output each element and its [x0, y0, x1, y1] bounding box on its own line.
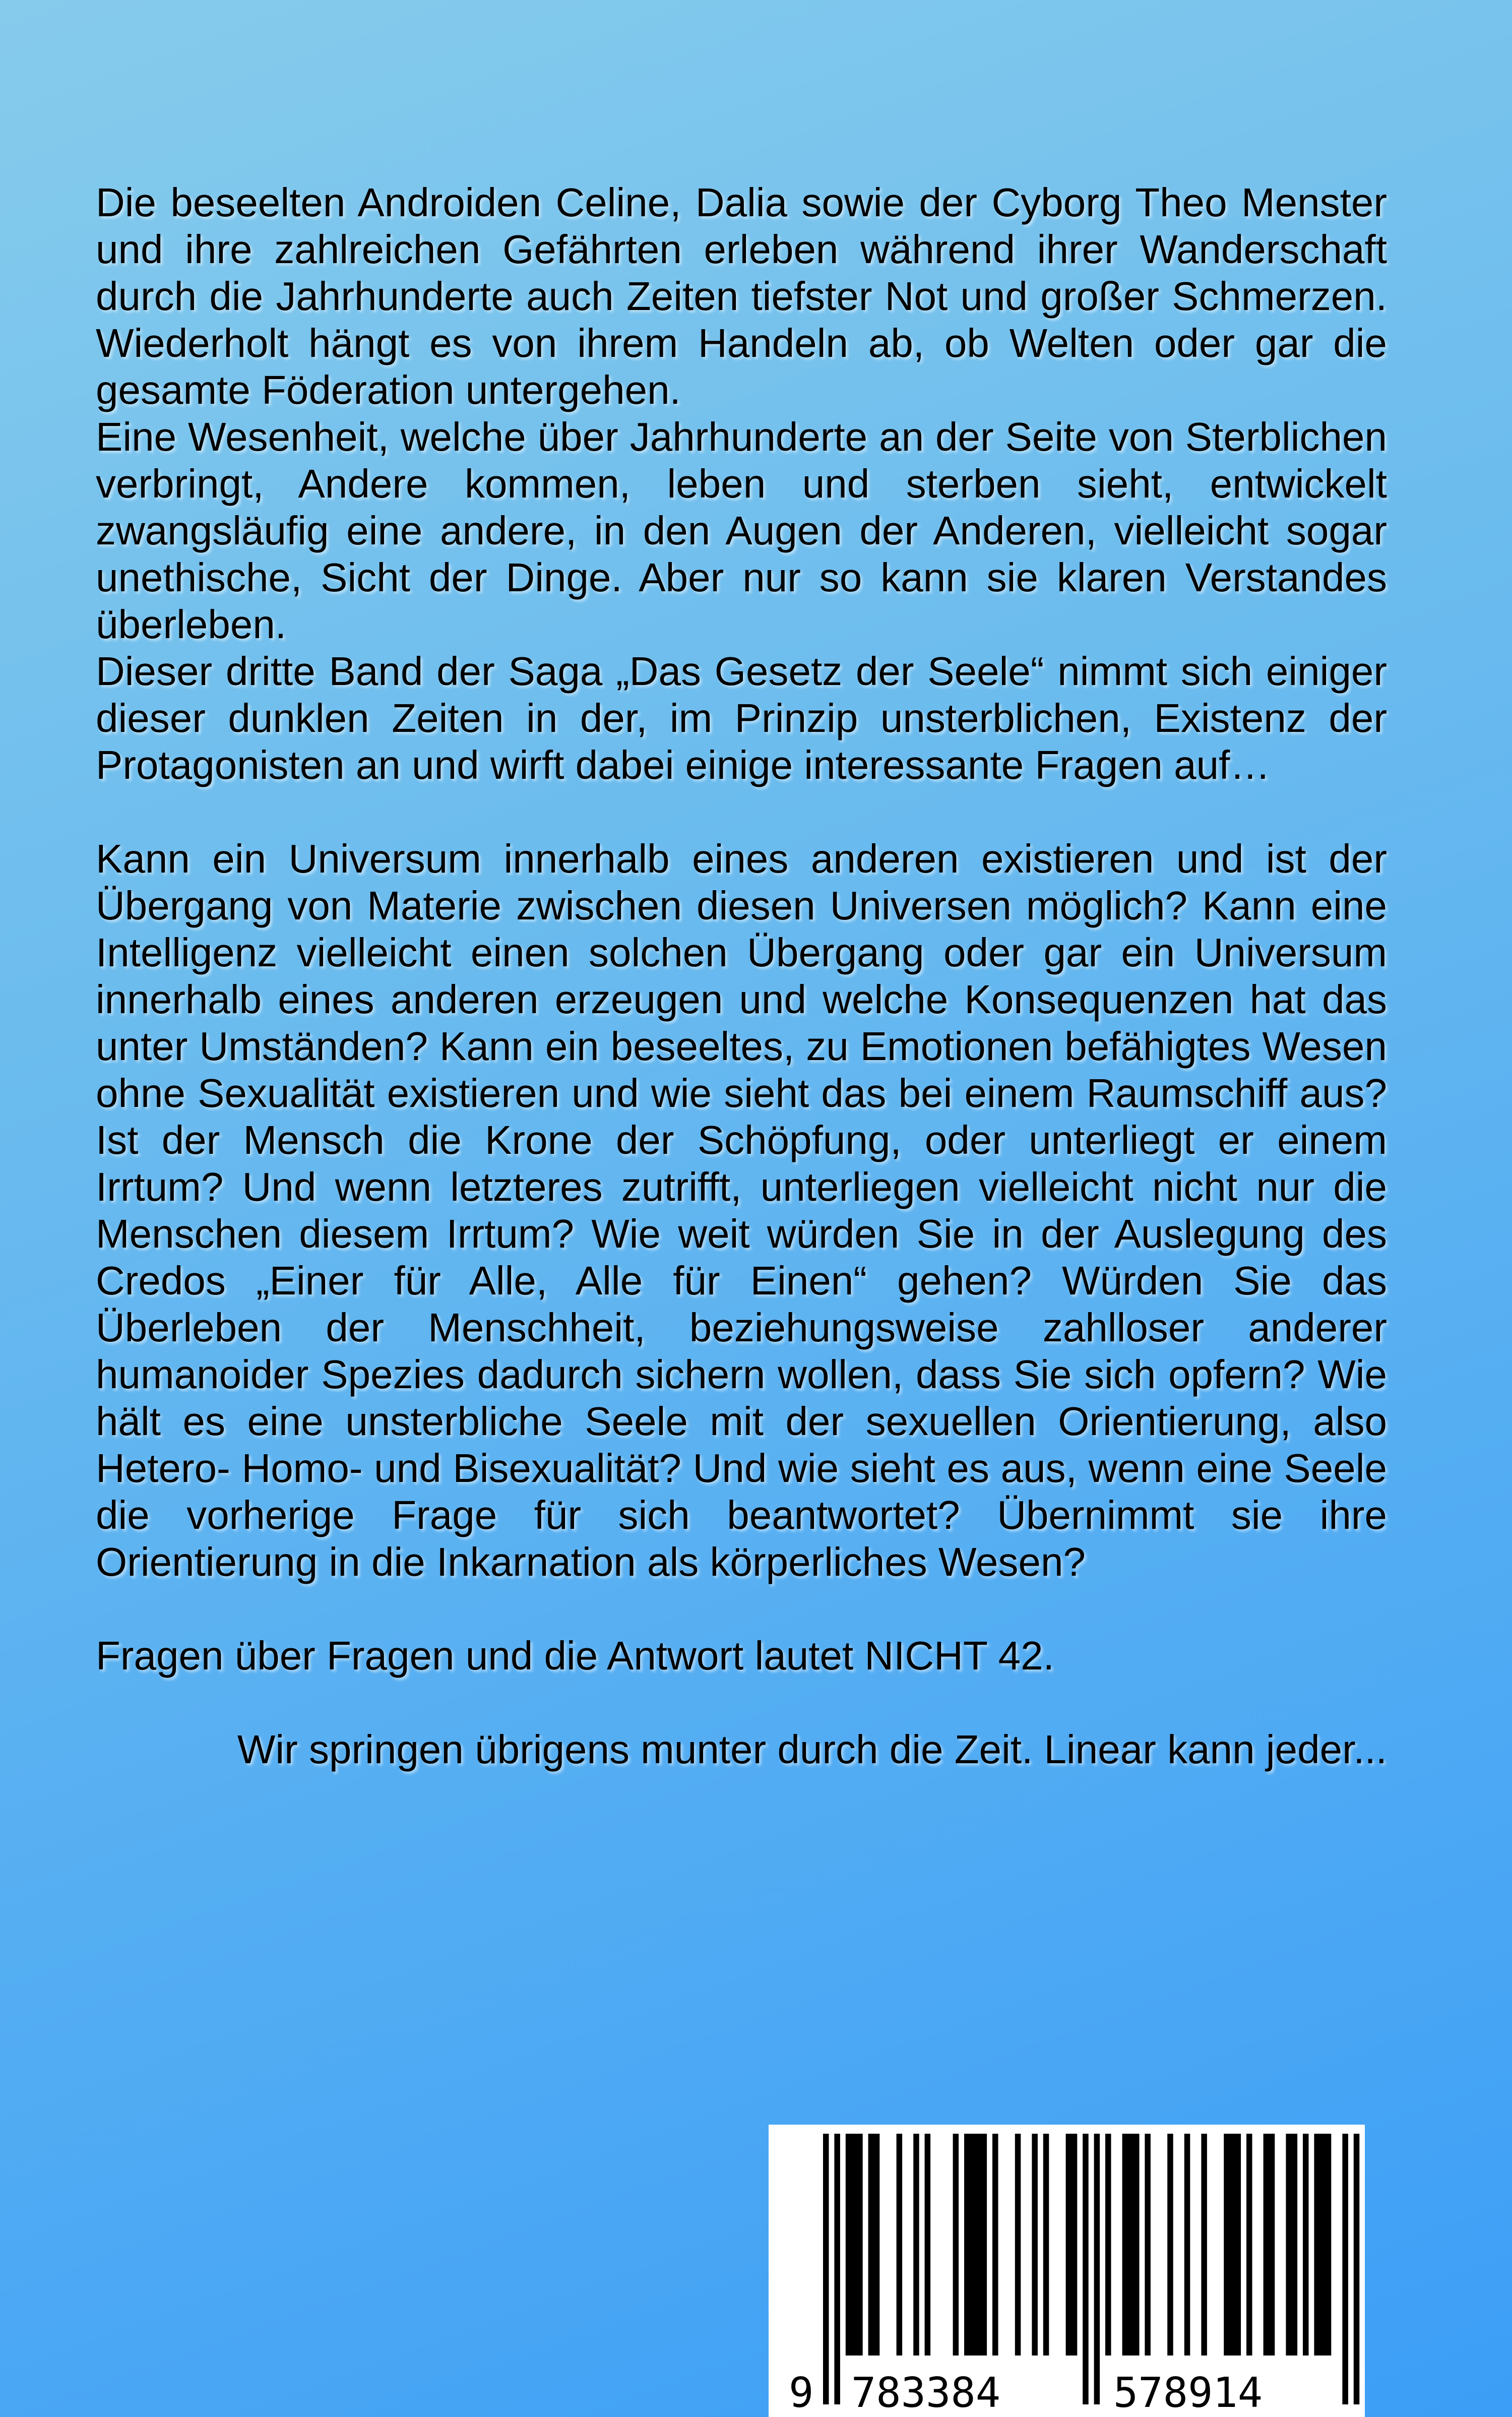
barcode-bar: [1122, 2134, 1128, 2356]
barcode-bar: [1292, 2134, 1298, 2356]
barcode-digit-first: 9: [789, 2369, 814, 2417]
barcode-bar: [975, 2134, 981, 2356]
barcode-bar: [925, 2134, 931, 2356]
barcode-digits-right: 578914: [1113, 2369, 1263, 2417]
barcode-bar: [1015, 2134, 1021, 2356]
barcode-bar: [1264, 2134, 1270, 2356]
paragraph-answer: Fragen über Fragen und die Antwort lautet NICHT 42.: [96, 1633, 1054, 1678]
barcode-bar: [1269, 2134, 1275, 2356]
barcode-bar: [992, 2134, 998, 2356]
barcode-bar: [857, 2134, 863, 2356]
barcode-bar: [964, 2134, 970, 2356]
barcode-bar: [874, 2134, 880, 2356]
barcode-bar: [970, 2134, 976, 2356]
barcode-bar: [1043, 2134, 1049, 2356]
barcode-bar: [1094, 2134, 1100, 2404]
barcode-bar: [1235, 2134, 1241, 2356]
paragraph-questions: Kann ein Universum innerhalb eines anderen existieren und ist der Übergang von Materie zwischen diesen Universen möglich? Kann eine Intelligenz vielleicht einen solchen Übergang oder gar ein Universum innerhalb eines anderen erzeugen und welche Konsequenzen hat das unter Umständen? Kann ein beseeltes, zu Emotionen befähigtes Wesen ohne Sexualität existieren und wie sieht das bei einem Raumschiff aus? Ist der Mensch die Krone der Schöpfung, oder unterliegt er einem Irrtum? Und wenn letzteres zutrifft, unterliegen vielleicht nicht nur die Menschen diesem Irrtum? Wie weit würden Sie in der Auslegung des Credos „Einer für Alle, Alle für Einen“ gehen? Würden Sie das Überleben der Menschheit, beziehungsweise zahlloser anderer humanoider Spezies dadurch sichern wollen, dass Sie sich opfern? Wie hält es eine unsterbliche Seele mit der sexuellen Orientierung, also Hetero- Homo- und Bisexualität? Und wie sieht es aus, wenn eine Seele die vorherige Frage für sich beantwortet? Übernimmt sie ihre Orientierung in die Inkarnation als körperliches Wesen?: [96, 836, 1387, 1584]
barcode-bar: [1032, 2134, 1037, 2356]
barcode-bar: [1167, 2134, 1173, 2356]
barcode-bar: [1224, 2134, 1230, 2356]
barcode-bar: [823, 2134, 829, 2404]
barcode-bar: [1246, 2134, 1252, 2356]
barcode-bar: [897, 2134, 903, 2356]
barcode-bar: [1320, 2134, 1326, 2356]
barcode-bar: [1303, 2134, 1309, 2356]
barcode-bar: [953, 2134, 959, 2356]
barcode-bar: [1354, 2134, 1360, 2404]
barcode-bar: [1342, 2134, 1348, 2404]
barcode-bar: [981, 2134, 987, 2356]
barcode-bar: [1105, 2134, 1111, 2356]
barcode-bar: [1184, 2134, 1190, 2356]
barcode-digits-left: 783384: [851, 2369, 1001, 2417]
barcode-bar: [834, 2134, 840, 2404]
barcode-bar: [1145, 2134, 1151, 2356]
barcode-bar: [1326, 2134, 1332, 2356]
barcode-bar: [913, 2134, 919, 2356]
blurb-text: [96, 179, 1387, 1773]
barcode-bar: [1083, 2134, 1089, 2404]
closing-line: Wir springen übrigens munter durch die Zeit. Linear kann jeder...: [237, 1727, 1387, 1772]
barcode-bar: [1286, 2134, 1292, 2356]
barcode-bar: [1133, 2134, 1140, 2356]
barcode-bar: [868, 2134, 874, 2356]
barcode-bar: [1072, 2134, 1078, 2356]
barcode-bar: [1066, 2134, 1072, 2356]
barcode-bar: [1314, 2134, 1320, 2356]
isbn-barcode: [769, 2125, 1365, 2417]
paragraph-intro: Die beseelten Androiden Celine, Dalia sowie der Cyborg Theo Menster und ihre zahlreichen Gefährten erleben während ihrer Wanderschaft durch die Jahrhunderte auch Zeiten tiefster Not und großer Schmerzen. Wiederholt hängt es von ihrem Handeln ab, ob Welten oder gar die gesamte Föderation untergehen.: [96, 180, 1387, 412]
paragraph-wesenheit: Eine Wesenheit, welche über Jahrhunderte an der Seite von Sterblichen verbringt, Andere kommen, leben und sterben sieht, entwickelt zwangsläufig eine andere, in den Augen der Anderen, vielleicht sogar unethische, Sicht der Dinge. Aber nur so kann sie klaren Verstandes überleben.: [96, 414, 1387, 647]
barcode-bars: [823, 2134, 1359, 2404]
barcode-bar: [846, 2134, 852, 2356]
barcode-bar: [1229, 2134, 1235, 2356]
paragraph-third-volume: Dieser dritte Band der Saga „Das Gesetz der Seele“ nimmt sich einiger dieser dunklen Zeiten in der, im Prinzip unsterblichen, Existenz der Protagonisten an und wirft dabei einige interessante Fragen auf…: [96, 649, 1387, 787]
barcode-bar: [1128, 2134, 1134, 2356]
barcode-bar: [1201, 2134, 1207, 2356]
barcode-bar: [851, 2134, 857, 2356]
